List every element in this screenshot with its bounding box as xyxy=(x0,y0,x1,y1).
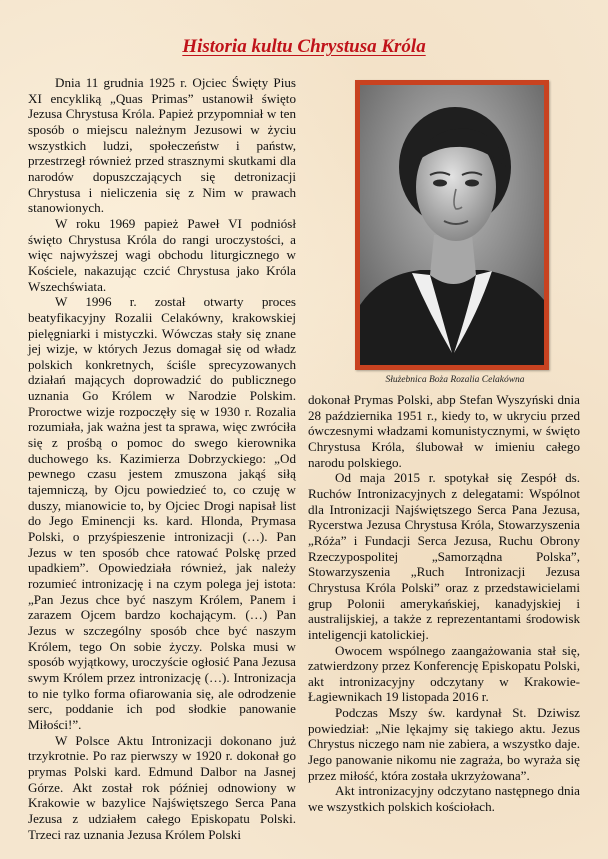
right-column xyxy=(308,392,580,815)
paragraph: dokonał Prymas Polski, abp Stefan Wyszyński dnia 28 października 1951 r., kiedy to, w ukryciu przed ówczesnymi władzami komunistycznymi, w święto Chrystusa Króla, ślubował w imieniu całego narodu polskiego. xyxy=(308,392,580,470)
page-title: Historia kultu Chrystusa Króla xyxy=(182,36,426,57)
paragraph: Od maja 2015 r. spotykał się Zespół ds. Ruchów Intronizacyjnych z delegatami: Wspólnot dla Intronizacji Najświętszego Serca Pana Jezusa, Rycerstwa Jezusa Chrystusa Króla, Stowarzyszenia „Róża” i Fundacji Serca Jezusa, Ruchu Obrony Rzeczypospolitej „Samorządna Polska”, Stowarzyszenia „Ruch Intronizacji Jezusa Chrystusa Króla Polski” oraz z przedstawicielami grup Polonii amerykańskiej, kanadyjskiej i australijskiej, a także z reprezentantami środowisk inteligencji katolickiej. xyxy=(308,470,580,642)
photo-caption: Służebnica Boża Rozalia Celakówna xyxy=(385,375,525,385)
paragraph: W 1996 r. został otwarty proces beatyfikacyjny Rozalii Celakówny, krakowskiej pielęgniarki i mistyczki. Wówczas stały się znane jej wizje, w których Jezus domagał się od władz polskich konkretnych, ściśle sprecyzowanych działań mających doprowadzić do publicznego uznania Go Królem w Narodzie Polskim. Proroctwe wizje rozpoczęły się w 1930 r. Rozalia rozumiała, jak ważna jest ta sprawa, więc zwróciła się z prośbą o pomoc do swego kierownika duchowego ks. Kazimierza Dobrzyckiego: „Od pewnego czasu jestem zmuszona jakąś siłą tajemniczą, by Ojcu powiedzieć to, co czuję w duszy, mianowicie to, by Ojciec Drogi napisał list do Jego Eminencji ks. kard. Hlonda, Prymasa Polski, o przyśpieszenie intronizacji (…). Pan Jezus w ten sposób chce ratować Polskę przed upadkiem”. Opowiedziała również, jak należy rozumieć intronizację i na czym polega jej istota: „Pan Jezus chce być naszym Królem, Panem i zarazem Ojcem bardzo kochającym. (…) Pan Jezus w szczególny sposób chce być naszym Królem, tego On sobie życzy. Polska musi w sposób wyjątkowy, uroczyście ogłosić Pana Jezusa swym Królem przez intronizację (…). Intronizacja to nie tylko forma ofiarowania się, ale odrodzenie serc, poddanie ich pod słodkie panowanie Miłości!”. xyxy=(28,294,296,732)
paragraph: W Polsce Aktu Intronizacji dokonano już trzykrotnie. Po raz pierwszy w 1920 r. dokonał go prymas Polski kard. Edmund Dalbor na Jasnej Górze. Akt został rok później odnowiony w Krakowie w bazylice Najświętszego Serca Pana Jezusa z udziałem całego Episkopatu Polski. Trzeci raz uznania Jezusa Królem Polski xyxy=(28,732,296,842)
paragraph: Dnia 11 grudnia 1925 r. Ojciec Święty Pius XI encykliką „Quas Primas” ustanowił święto Jezusa Chrystusa Króla. Papież przypomniał w ten sposób o miejscu należnym Jezusowi w życiu wszystkich ludzi, społeczeństw i państw, przestrzegł również przed strasznymi skutkami dla narodów dopuszczających się detronizacji Chrystusa i nieliczenia się z Nim w prawach stanowionych. xyxy=(28,75,296,216)
paragraph: Podczas Mszy św. kardynał St. Dziwisz powiedział: „Nie lękajmy się takiego aktu. Jezus Chrystus niczego nam nie zabiera, a wszystko daje. Jego panowanie nikomu nie zagraża, bo wyraża się przez miłość, która została ukrzyżowana”. xyxy=(308,705,580,783)
left-column xyxy=(28,75,296,842)
paragraph: W roku 1969 papież Paweł VI podniósł święto Chrystusa Króla do rangi uroczystości, a więc najwyższej wagi obchodu liturgicznego w Kościele, nakazując czcić Chrystusa jako Króla Wszechświata. xyxy=(28,215,296,294)
paragraph: Akt intronizacyjny odczytano następnego dnia we wszystkich polskich kościołach. xyxy=(308,783,580,815)
paragraph: Owocem wspólnego zaangażowania stał się, zatwierdzony przez Konferencję Episkopatu Polski, akt intronizacyjny odczytany w Krakowie-Łagiewnikach 19 listopada 2016 r. xyxy=(308,642,580,705)
portrait-photo xyxy=(355,80,549,370)
portrait-image xyxy=(360,85,544,365)
